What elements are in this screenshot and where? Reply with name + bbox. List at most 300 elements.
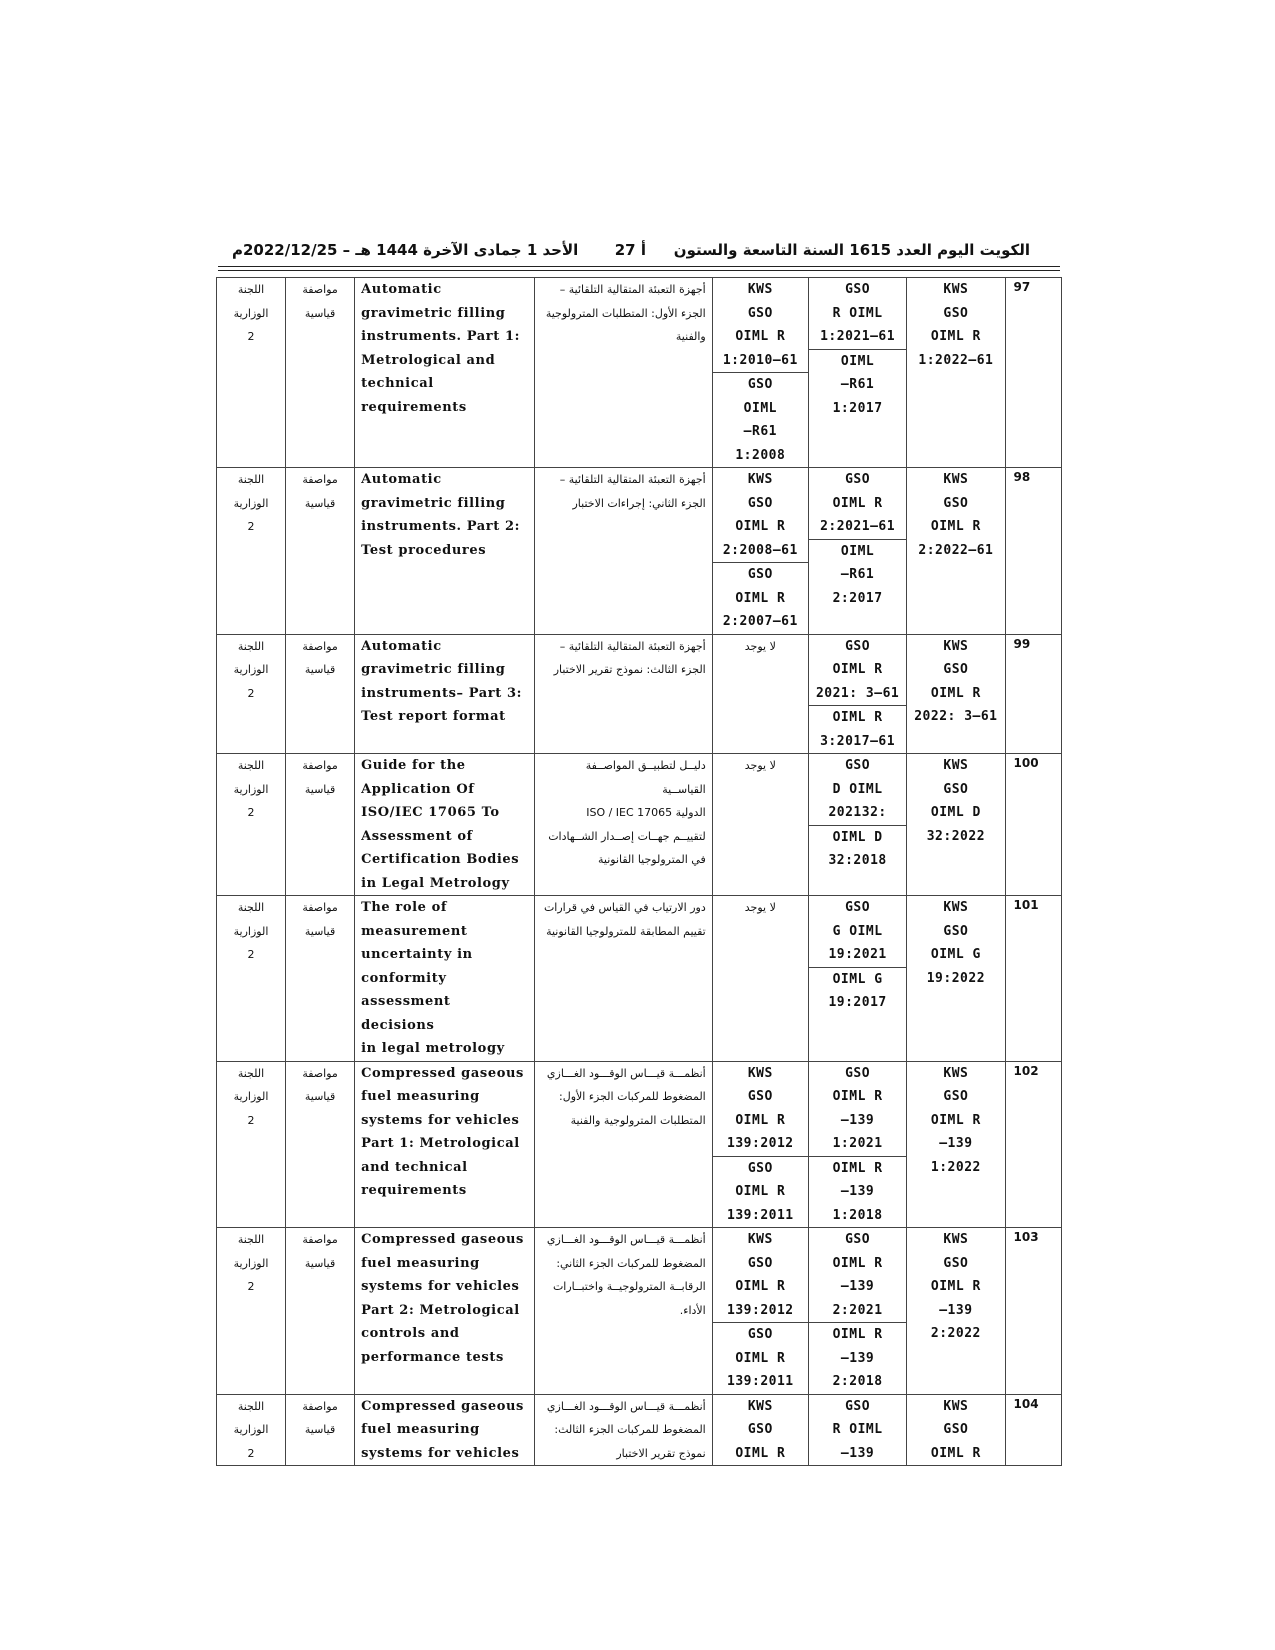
type-line: مواصفة bbox=[302, 1066, 338, 1080]
english-title-line: in legal metrology bbox=[361, 1041, 505, 1056]
std-ref-line: 139– bbox=[939, 1136, 973, 1151]
std-ref-line: 61–2:2022 bbox=[918, 542, 994, 558]
type-line: مواصفة bbox=[302, 1233, 338, 1246]
kws-old-primary bbox=[713, 1228, 808, 1322]
committee-line: الوزارية bbox=[233, 1423, 269, 1436]
english-title-line: fuel measuring bbox=[361, 1422, 480, 1437]
gso-secondary bbox=[809, 349, 906, 421]
std-ref-line: KWS bbox=[943, 282, 969, 297]
std-ref-line: KWS bbox=[747, 1232, 773, 1247]
gso-cell bbox=[808, 1394, 906, 1466]
english-title-line: measurement bbox=[361, 923, 468, 939]
std-ref-line: GSO bbox=[845, 638, 871, 654]
arabic-title-line: في المترولوجيا القانونية bbox=[597, 853, 706, 866]
arabic-title-line: الدولية ISO / IEC 17065 bbox=[586, 806, 706, 819]
std-ref-line: GSO bbox=[943, 1255, 969, 1271]
gso-primary bbox=[809, 1395, 906, 1466]
std-ref-line: 61–3 :2021 bbox=[815, 685, 900, 701]
gso-cell bbox=[808, 896, 906, 1062]
committee-line: اللجنة bbox=[237, 283, 265, 296]
std-ref-line: KWS bbox=[943, 472, 969, 487]
table-row bbox=[217, 896, 1062, 1062]
std-ref-line: OIML bbox=[743, 400, 777, 416]
committee-line: اللجنة bbox=[237, 1066, 265, 1080]
english-title-line: systems for vehicles bbox=[361, 1445, 520, 1461]
std-ref-line: 32:2022 bbox=[926, 828, 986, 844]
arabic-title-line: أجهزة التعبئة المتقالية التلقائية – bbox=[559, 473, 706, 486]
std-ref-line: OIML R bbox=[735, 1445, 786, 1461]
std-ref-line: OIML R bbox=[832, 1160, 883, 1176]
std-ref-line: OIML G bbox=[930, 947, 981, 962]
committee-cell bbox=[217, 278, 286, 468]
gso-primary bbox=[809, 1062, 906, 1156]
committee-line: 2 bbox=[247, 520, 255, 533]
std-ref-line: 139:2011 bbox=[727, 1374, 794, 1389]
gso-secondary bbox=[809, 1322, 906, 1394]
table-row bbox=[217, 634, 1062, 754]
type-line: مواصفة bbox=[302, 759, 338, 772]
kws-old-primary bbox=[713, 278, 808, 372]
issue-date: الأحد 1 جمادى الآخرة 1444 هـ – 2022/12/25م bbox=[232, 241, 579, 259]
committee-line: اللجنة bbox=[237, 759, 265, 772]
row-number: 102 bbox=[1005, 1061, 1061, 1228]
gso-primary bbox=[809, 635, 906, 706]
type-line: قياسية bbox=[304, 924, 336, 938]
std-ref-line: GSO bbox=[747, 377, 773, 392]
arabic-title-line: المضغوط للمركبات الجزء الأول: bbox=[559, 1090, 706, 1103]
english-title-line: assessment decisions bbox=[361, 994, 451, 1033]
std-ref-line: GSO bbox=[943, 1422, 969, 1437]
committee-cell bbox=[217, 1228, 286, 1395]
english-title-line: in Legal Metrology bbox=[361, 875, 510, 891]
std-ref-line: OIML R bbox=[735, 519, 786, 534]
std-ref-line: OIML R bbox=[735, 1112, 786, 1128]
kws-new-cell bbox=[907, 278, 1005, 468]
std-ref-line: R61– bbox=[840, 567, 875, 582]
english-title-line: technical bbox=[361, 376, 434, 391]
arabic-title-line: الرقابــة المترولوجيــة واختبــارات bbox=[552, 1280, 706, 1293]
type-line: مواصفة bbox=[302, 901, 338, 914]
arabic-title-line: المضغوط للمركبات الجزء الثاني: bbox=[556, 1256, 706, 1270]
std-ref-line: 61–1:2021 bbox=[820, 329, 896, 344]
std-ref-line: 61–2:2021 bbox=[820, 519, 896, 534]
table-row bbox=[217, 1061, 1062, 1228]
gso-secondary bbox=[809, 1156, 906, 1228]
std-ref-line: GSO bbox=[845, 758, 871, 773]
arabic-title-line: تقييم المطابقة للمترولوجيا القانونية bbox=[546, 924, 706, 938]
std-ref-line: 139– bbox=[840, 1445, 875, 1461]
arabic-title-line: المضغوط للمركبات الجزء الثالث: bbox=[554, 1423, 706, 1436]
arabic-title-line: المتطلبات المترولوجية والفنية bbox=[570, 1113, 706, 1127]
gso-primary bbox=[809, 278, 906, 349]
committee-line: 2 bbox=[247, 1113, 255, 1127]
english-title-line: Compressed gaseous bbox=[361, 1232, 524, 1247]
committee-line: اللجنة bbox=[237, 1399, 265, 1413]
committee-cell bbox=[217, 468, 286, 635]
std-ref-line: GSO bbox=[845, 900, 871, 915]
none-label: لا يوجد bbox=[744, 639, 776, 653]
gso-secondary bbox=[809, 967, 906, 1015]
arabic-title-cell bbox=[534, 278, 712, 468]
english-title-line: and technical bbox=[361, 1159, 468, 1175]
arabic-title-cell bbox=[534, 1228, 712, 1395]
arabic-title-line: الجزء الثالث: نموذج تقرير الاختبار bbox=[553, 663, 706, 676]
arabic-title-line: أجهزة التعبئة المتقالية التلقائية – bbox=[559, 639, 706, 653]
arabic-title-line: أنظمـــة قيـــاس الوقـــود الغـــازي bbox=[546, 1233, 706, 1246]
std-ref-line: 139– bbox=[939, 1302, 973, 1318]
std-ref-line: GSO bbox=[747, 495, 773, 511]
english-title-line: Application Of bbox=[361, 781, 475, 797]
arabic-title-line: دليــل لتطبيــق المواصــفة القياســية bbox=[585, 759, 706, 796]
kws-old-cell bbox=[712, 754, 808, 896]
english-title-cell bbox=[355, 754, 535, 896]
table-row bbox=[217, 754, 1062, 896]
english-title-line: Assessment of bbox=[361, 828, 473, 844]
kws-old-secondary bbox=[713, 372, 808, 467]
std-ref-line: OIML bbox=[840, 353, 875, 369]
std-ref-line: R OIML bbox=[832, 1422, 883, 1437]
english-title-line: gravimetric filling bbox=[361, 495, 506, 511]
std-ref-line: 1:2017 bbox=[832, 400, 883, 416]
std-ref-line: GSO bbox=[845, 472, 871, 487]
gso-cell bbox=[808, 278, 906, 468]
std-ref-line: 61–2:2008 bbox=[722, 542, 798, 558]
type-cell bbox=[286, 896, 355, 1062]
english-title-line: Test report format bbox=[361, 709, 506, 724]
std-ref-line: 61–1:2022 bbox=[918, 352, 994, 368]
std-ref-line: GSO bbox=[845, 1398, 871, 1414]
kws-new-cell bbox=[907, 754, 1005, 896]
std-ref-line: OIML R bbox=[832, 1255, 883, 1271]
committee-line: 2 bbox=[247, 686, 255, 700]
english-title-line: Test procedures bbox=[361, 542, 487, 558]
gso-cell bbox=[808, 1228, 906, 1395]
gso-cell bbox=[808, 1061, 906, 1228]
std-ref-line: OIML R bbox=[930, 1445, 981, 1461]
std-ref-line: OIML R bbox=[832, 1327, 883, 1342]
gso-secondary bbox=[809, 539, 906, 611]
committee-line: الوزارية bbox=[233, 1090, 269, 1103]
std-ref-line: GSO bbox=[845, 1065, 871, 1081]
std-ref-line: 1:2021 bbox=[832, 1136, 883, 1151]
committee-cell bbox=[217, 896, 286, 1062]
gso-cell bbox=[808, 754, 906, 896]
std-ref-line: OIML R bbox=[832, 710, 883, 725]
kws-old-cell bbox=[712, 896, 808, 1062]
std-ref-line: R61– bbox=[840, 377, 875, 392]
english-title-line: instruments– Part 3: bbox=[361, 685, 522, 701]
arabic-title-line: لتقييــم جهــات إصــدار الشــهادات bbox=[548, 829, 706, 843]
type-cell bbox=[286, 1061, 355, 1228]
type-line: قياسية bbox=[304, 1090, 336, 1103]
gso-cell bbox=[808, 634, 906, 754]
committee-line: 2 bbox=[247, 330, 255, 343]
kws-old-primary bbox=[713, 1395, 808, 1466]
english-title-cell bbox=[355, 1228, 535, 1395]
arabic-title-cell bbox=[534, 468, 712, 635]
gso-cell bbox=[808, 468, 906, 635]
english-title-line: Certification Bodies bbox=[361, 852, 520, 867]
english-title-line: gravimetric filling bbox=[361, 305, 506, 321]
std-ref-line: KWS bbox=[747, 472, 773, 487]
english-title-line: Metrological and bbox=[361, 352, 496, 368]
std-ref-line: :202132 bbox=[828, 805, 887, 820]
std-ref-line: GSO bbox=[943, 495, 969, 511]
std-ref-line: OIML G bbox=[832, 971, 883, 987]
kws-old-cell bbox=[712, 468, 808, 635]
table-row bbox=[217, 1394, 1062, 1466]
std-ref-line: GSO bbox=[747, 1327, 773, 1342]
header-rule-bottom bbox=[218, 270, 1060, 271]
std-ref-line: KWS bbox=[943, 1398, 969, 1414]
english-title-line: fuel measuring bbox=[361, 1255, 480, 1271]
committee-line: الوزارية bbox=[233, 306, 269, 320]
std-ref-line: KWS bbox=[943, 758, 969, 773]
std-ref-line: GSO bbox=[943, 305, 969, 321]
committee-line: الوزارية bbox=[233, 1256, 269, 1270]
arabic-title-line: الجزء الثاني: إجراءات الاختبار bbox=[572, 496, 706, 510]
type-cell bbox=[286, 634, 355, 754]
arabic-title-line: أنظمـــة قيـــاس الوقـــود الغـــازي bbox=[546, 1399, 706, 1413]
std-ref-line: 19:2022 bbox=[926, 970, 986, 986]
std-ref-line: KWS bbox=[943, 1065, 969, 1081]
std-ref-line: OIML R bbox=[930, 519, 981, 534]
std-ref-line: 139– bbox=[840, 1184, 875, 1199]
std-ref-line: 2:2022 bbox=[930, 1326, 981, 1341]
english-title-cell bbox=[355, 1061, 535, 1228]
arabic-title-line: دور الارتياب في القياس في قرارات bbox=[543, 901, 706, 914]
standards-table bbox=[216, 277, 1062, 1466]
header-rule-top bbox=[218, 266, 1060, 267]
std-ref-line: 139– bbox=[840, 1350, 875, 1366]
kws-old-cell bbox=[712, 1061, 808, 1228]
std-ref-line: OIML R bbox=[832, 662, 883, 677]
english-title-line: systems for vehicles bbox=[361, 1279, 520, 1294]
std-ref-line: OIML R bbox=[930, 1112, 981, 1128]
kws-old-primary bbox=[713, 1062, 808, 1156]
std-ref-line: OIML R bbox=[930, 1279, 981, 1294]
table-row bbox=[217, 1228, 1062, 1395]
arabic-title-cell bbox=[534, 1394, 712, 1466]
row-number: 103 bbox=[1005, 1228, 1061, 1395]
std-ref-line: G OIML bbox=[832, 923, 883, 939]
arabic-title-cell bbox=[534, 754, 712, 896]
std-ref-line: KWS bbox=[943, 638, 969, 654]
type-line: مواصفة bbox=[302, 283, 338, 296]
page-header bbox=[232, 237, 1030, 267]
std-ref-line: GSO bbox=[943, 781, 969, 797]
arabic-title-line: نموذج تقرير الاختبار bbox=[616, 1446, 706, 1460]
std-ref-line: 19:2017 bbox=[828, 995, 887, 1010]
row-number: 100 bbox=[1005, 754, 1061, 896]
row-number: 101 bbox=[1005, 896, 1061, 1062]
std-ref-line: 32:2018 bbox=[828, 853, 887, 868]
english-title-cell bbox=[355, 896, 535, 1062]
gso-primary bbox=[809, 754, 906, 825]
std-ref-line: 61–1:2010 bbox=[722, 352, 798, 368]
std-ref-line: 61–3:2017 bbox=[820, 733, 896, 749]
std-ref-line: KWS bbox=[747, 282, 773, 297]
row-number: 104 bbox=[1005, 1394, 1061, 1466]
std-ref-line: 61–3 :2022 bbox=[914, 709, 998, 724]
committee-line: 2 bbox=[247, 1446, 255, 1460]
kws-old-cell bbox=[712, 1394, 808, 1466]
committee-line: الوزارية bbox=[233, 924, 269, 938]
english-title-line: Guide for the bbox=[361, 758, 466, 773]
committee-line: اللجنة bbox=[237, 473, 265, 486]
kws-new-cell bbox=[907, 1228, 1005, 1395]
english-title-line: Compressed gaseous bbox=[361, 1065, 524, 1081]
kws-old-secondary bbox=[713, 1322, 808, 1394]
std-ref-line: GSO bbox=[943, 1089, 969, 1104]
type-cell bbox=[286, 754, 355, 896]
gso-secondary bbox=[809, 705, 906, 753]
kws-new-cell bbox=[907, 896, 1005, 1062]
english-title-line: conformity bbox=[361, 970, 447, 986]
std-ref-line: 139:2011 bbox=[727, 1207, 794, 1223]
arabic-title-line: الأداء. bbox=[679, 1303, 706, 1317]
english-title-line: performance tests bbox=[361, 1349, 504, 1365]
std-ref-line: GSO bbox=[747, 1160, 773, 1176]
std-ref-line: GSO bbox=[747, 567, 773, 582]
kws-old-secondary bbox=[713, 1156, 808, 1228]
english-title-line: controls and bbox=[361, 1326, 460, 1341]
std-ref-line: GSO bbox=[747, 1255, 773, 1271]
committee-cell bbox=[217, 1394, 286, 1466]
kws-new-cell bbox=[907, 468, 1005, 635]
type-line: مواصفة bbox=[302, 1399, 338, 1413]
english-title-cell bbox=[355, 634, 535, 754]
std-ref-line: OIML R bbox=[832, 1089, 883, 1104]
type-line: قياسية bbox=[304, 1256, 336, 1270]
std-ref-line: GSO bbox=[845, 1232, 871, 1247]
english-title-line: requirements bbox=[361, 1183, 467, 1198]
page-number: أ 27 bbox=[614, 241, 646, 259]
std-ref-line: KWS bbox=[747, 1398, 773, 1414]
type-line: مواصفة bbox=[302, 473, 338, 486]
std-ref-line: GSO bbox=[845, 282, 871, 297]
arabic-title-line: والفنية bbox=[675, 330, 706, 343]
std-ref-line: OIML R bbox=[735, 329, 786, 344]
type-cell bbox=[286, 1394, 355, 1466]
gso-primary bbox=[809, 1228, 906, 1322]
type-cell bbox=[286, 278, 355, 468]
std-ref-line: GSO bbox=[943, 923, 969, 939]
committee-line: 2 bbox=[247, 1280, 255, 1293]
english-title-line: fuel measuring bbox=[361, 1089, 480, 1104]
std-ref-line: 139– bbox=[840, 1112, 875, 1128]
std-ref-line: 19:2021 bbox=[828, 947, 887, 962]
committee-line: 2 bbox=[247, 806, 255, 819]
committee-line: 2 bbox=[247, 948, 255, 961]
english-title-cell bbox=[355, 468, 535, 635]
table-body bbox=[217, 278, 1062, 1466]
std-ref-line: OIML R bbox=[735, 1350, 786, 1366]
type-line: قياسية bbox=[304, 1423, 336, 1436]
std-ref-line: OIML D bbox=[832, 829, 883, 845]
kws-new-cell bbox=[907, 634, 1005, 754]
table-row bbox=[217, 278, 1062, 468]
kws-new-cell bbox=[907, 1061, 1005, 1228]
english-title-line: instruments. Part 1: bbox=[361, 329, 521, 344]
std-ref-line: 61–2:2007 bbox=[722, 614, 798, 629]
arabic-title-cell bbox=[534, 1061, 712, 1228]
std-ref-line: KWS bbox=[747, 1065, 773, 1081]
std-ref-line: 139:2012 bbox=[727, 1136, 794, 1151]
std-ref-line: OIML D bbox=[930, 805, 981, 820]
english-title-line: Automatic bbox=[361, 472, 442, 487]
row-number: 97 bbox=[1005, 278, 1061, 468]
type-line: قياسية bbox=[304, 782, 336, 796]
std-ref-line: 1:2018 bbox=[832, 1207, 883, 1223]
kws-old-cell bbox=[712, 634, 808, 754]
std-ref-line: KWS bbox=[943, 1232, 969, 1247]
committee-line: اللجنة bbox=[237, 901, 265, 914]
std-ref-line: GSO bbox=[747, 1089, 773, 1104]
committee-cell bbox=[217, 634, 286, 754]
row-number: 98 bbox=[1005, 468, 1061, 635]
none-label: لا يوجد bbox=[744, 901, 776, 914]
english-title-cell bbox=[355, 1394, 535, 1466]
english-title-line: ISO/IEC 17065 To bbox=[361, 805, 500, 820]
std-ref-line: 139– bbox=[840, 1279, 875, 1294]
std-ref-line: 2:2018 bbox=[832, 1374, 883, 1389]
english-title-line: uncertainty in bbox=[361, 947, 473, 962]
arabic-title-line: الجزء الأول: المتطلبات المترولوجية bbox=[545, 306, 706, 320]
none-label: لا يوجد bbox=[744, 759, 776, 772]
std-ref-line: 1:2008 bbox=[735, 447, 786, 463]
std-ref-line: 1:2022 bbox=[930, 1159, 981, 1175]
std-ref-line: R OIML bbox=[832, 305, 883, 321]
english-title-line: Part 1: Metrological bbox=[361, 1136, 520, 1151]
std-ref-line: OIML R bbox=[832, 495, 883, 511]
type-cell bbox=[286, 1228, 355, 1395]
kws-old-primary bbox=[713, 468, 808, 562]
committee-line: الوزارية bbox=[233, 496, 269, 510]
english-title-line: Automatic bbox=[361, 282, 442, 297]
committee-line: الوزارية bbox=[233, 782, 269, 796]
gso-primary bbox=[809, 896, 906, 967]
type-line: قياسية bbox=[304, 663, 336, 676]
english-title-line: requirements bbox=[361, 399, 467, 415]
committee-cell bbox=[217, 1061, 286, 1228]
std-ref-line: OIML R bbox=[930, 685, 981, 701]
std-ref-line: R61– bbox=[743, 424, 777, 439]
kws-old-secondary bbox=[713, 562, 808, 634]
std-ref-line: OIML R bbox=[735, 1279, 786, 1294]
type-line: قياسية bbox=[304, 496, 336, 510]
arabic-title-cell bbox=[534, 634, 712, 754]
std-ref-line: KWS bbox=[943, 900, 969, 915]
english-title-line: Part 2: Metrological bbox=[361, 1302, 520, 1318]
std-ref-line: GSO bbox=[747, 1422, 773, 1437]
std-ref-line: GSO bbox=[747, 305, 773, 321]
std-ref-line: D OIML bbox=[832, 781, 883, 797]
row-number: 99 bbox=[1005, 634, 1061, 754]
english-title-cell bbox=[355, 278, 535, 468]
english-title-line: systems for vehicles bbox=[361, 1112, 520, 1128]
type-line: قياسية bbox=[304, 306, 336, 320]
committee-line: اللجنة bbox=[237, 639, 265, 653]
arabic-title-line: أنظمـــة قيـــاس الوقـــود الغـــازي bbox=[546, 1066, 706, 1080]
english-title-line: The role of bbox=[361, 900, 448, 915]
std-ref-line: 2:2021 bbox=[832, 1302, 883, 1318]
gso-secondary bbox=[809, 825, 906, 873]
arabic-title-cell bbox=[534, 896, 712, 1062]
kws-new-cell bbox=[907, 1394, 1005, 1466]
table-row bbox=[217, 468, 1062, 635]
english-title-line: Compressed gaseous bbox=[361, 1398, 524, 1414]
